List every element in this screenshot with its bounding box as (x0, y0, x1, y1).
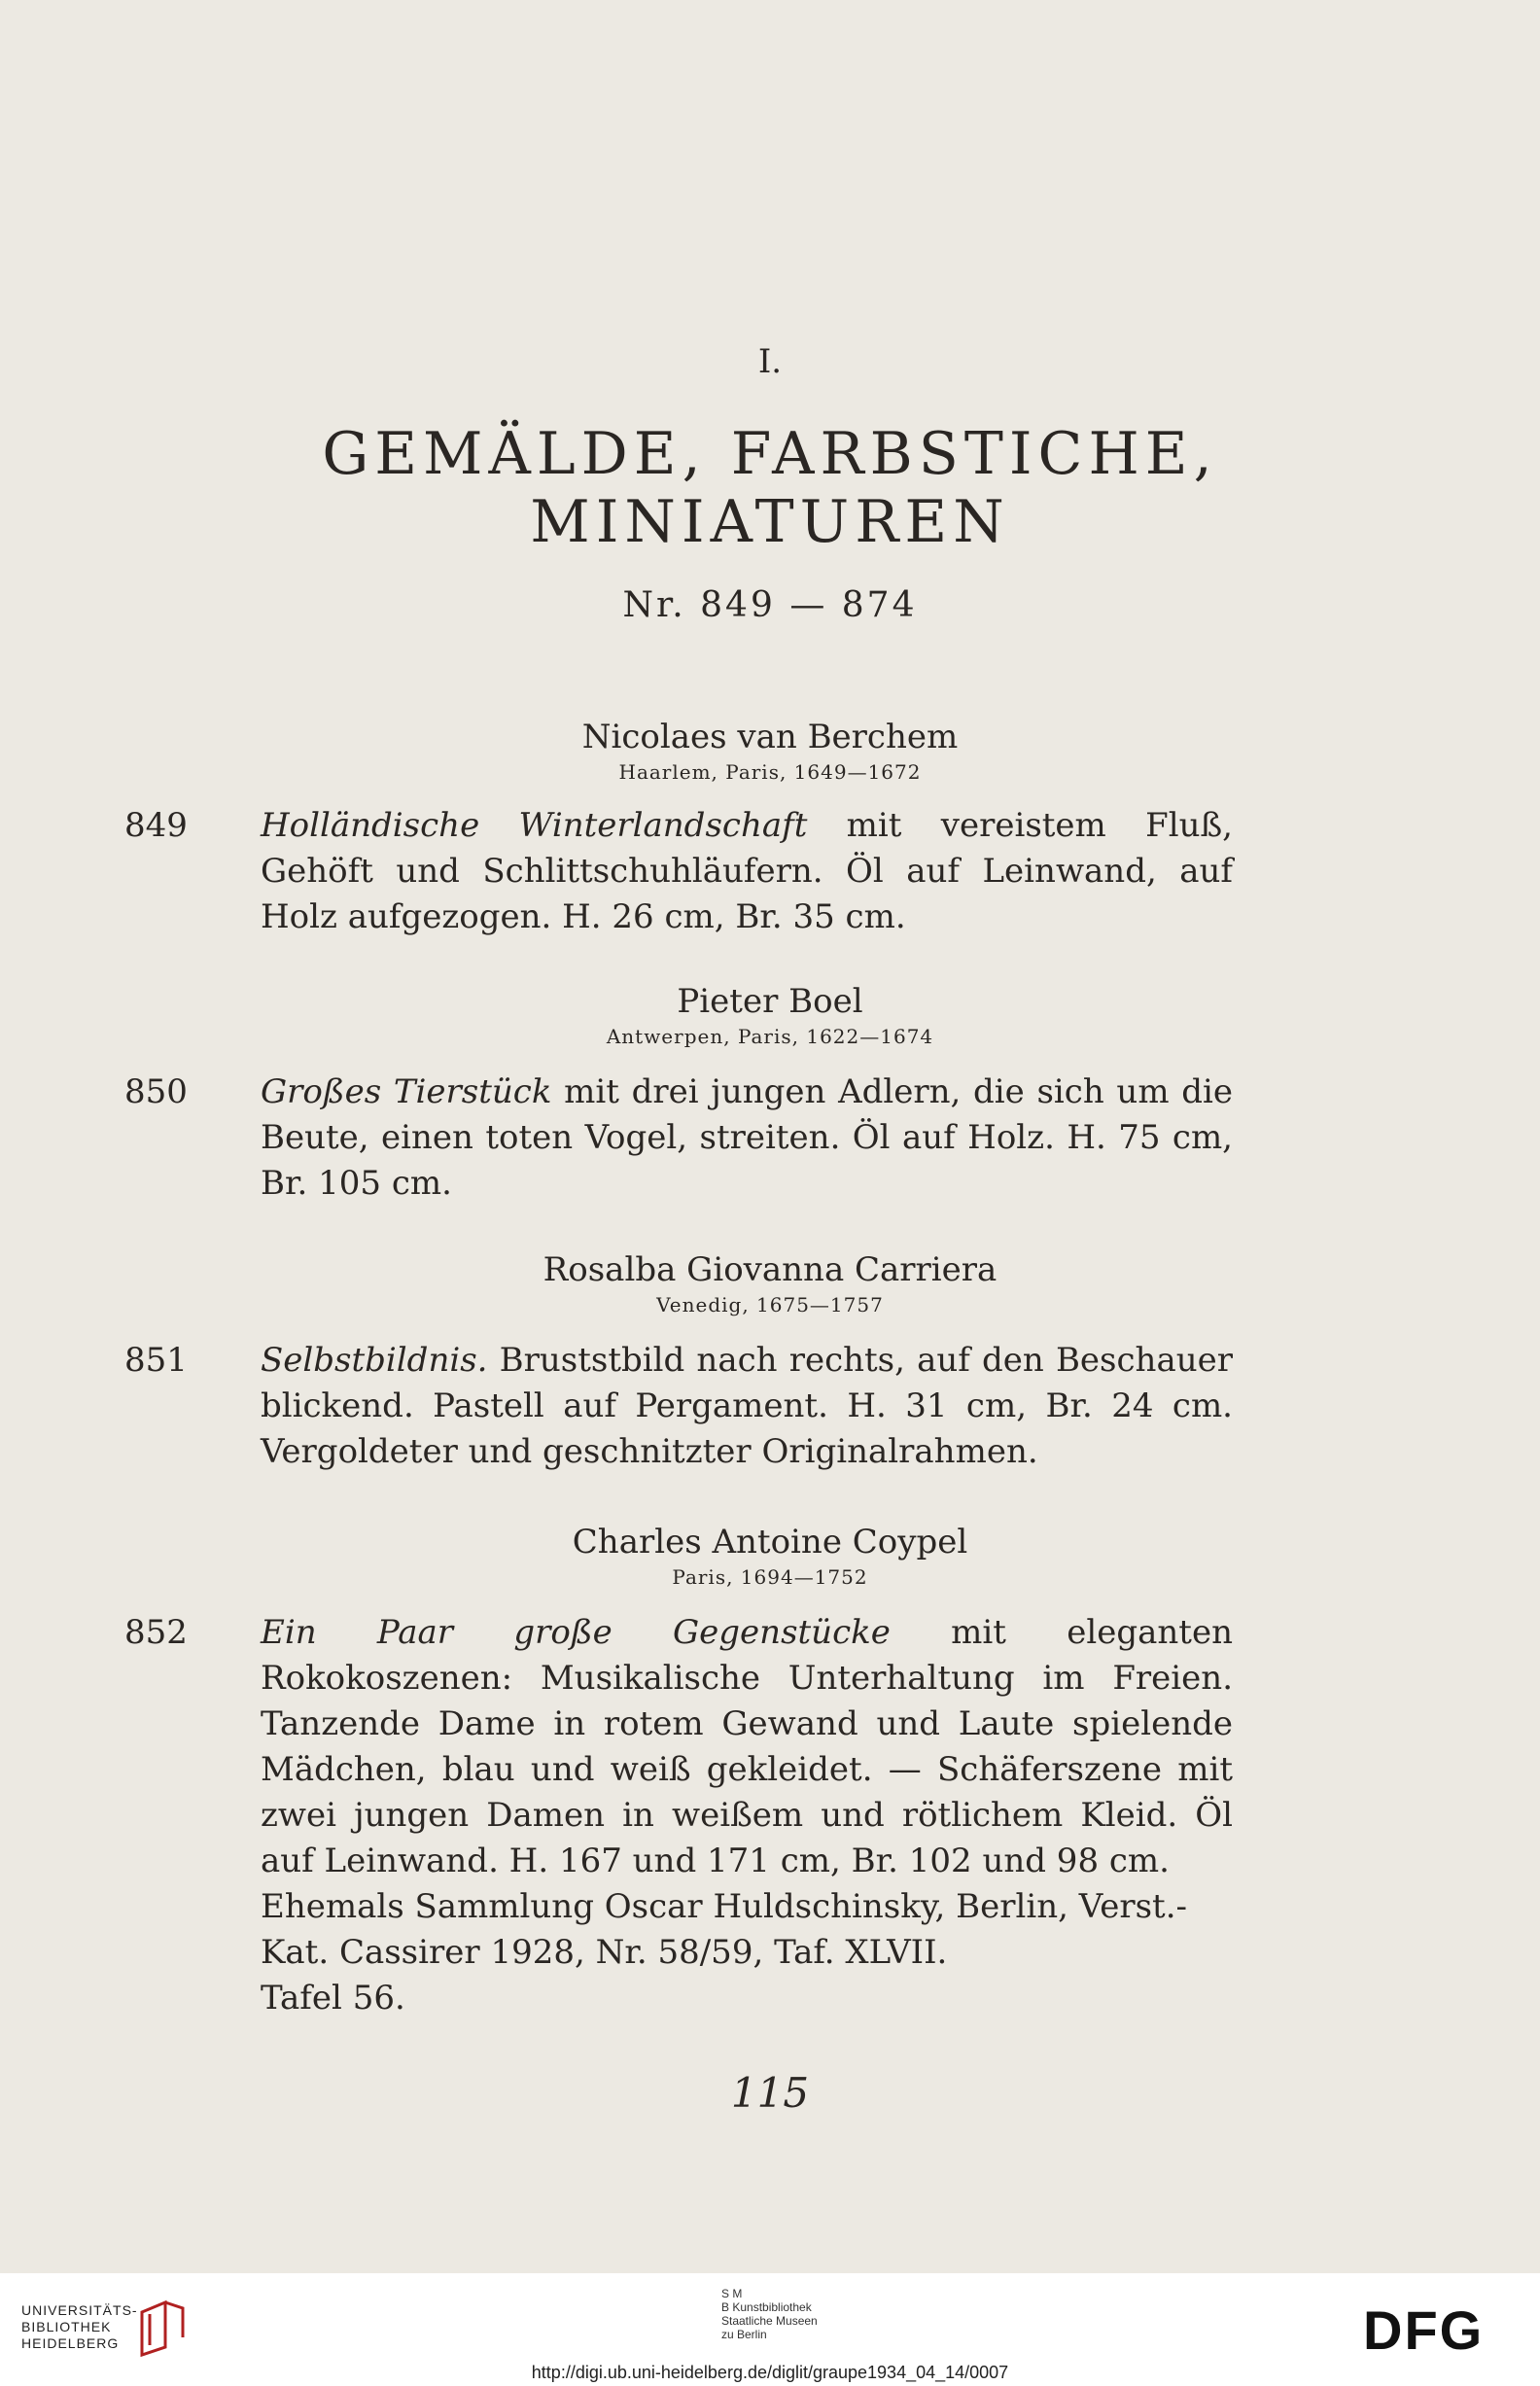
library-name (21, 2302, 138, 2352)
library-logo-icon (136, 2298, 191, 2359)
entry-plate: Tafel 56. (261, 1979, 405, 2018)
library-name-line: UNIVERSITÄTS- (21, 2302, 138, 2318)
sm-line: B Kunstbibliothek (721, 2300, 812, 2314)
permalink-url[interactable]: http://digi.ub.uni-heidelberg.de/diglit/graupe1934_04_14/0007 (531, 2363, 1009, 2382)
entry-number: 849 (124, 806, 188, 845)
entry-description: mit drei jungen Adlern, die sich um die Beute, einen toten Vogel, streiten. Öl auf Holz. H. 75 cm, Br. 105 cm. (261, 1072, 1233, 1203)
library-name-line: BIBLIOTHEK (21, 2319, 112, 2334)
catalog-range: Nr. 849 — 874 (622, 585, 918, 625)
library-name-line: HEIDELBERG (21, 2335, 120, 2351)
sm-line: S M (721, 2287, 743, 2300)
entry-description: mit eleganten Rokokoszenen: Musikalische Unterhaltung im Freien. Tanzende Dame in rotem Gewand und Laute spielende Mädchen, blau und weiß gekleidet. — Schäferszene mit zwei jungen Damen in weißem und rötlichem Kleid. Öl auf Leinwand. H. 167 und 171 cm, Br. 102 und 98 cm. (261, 1613, 1233, 1880)
digitization-footer (0, 2273, 1540, 2386)
artist-life: Venedig, 1675—1757 (656, 1293, 884, 1316)
entry-description: Bruststbild nach rechts, auf den Beschauer blickend. Pastell auf Pergament. H. 31 cm, Br. 24 cm. Vergoldeter und geschnitzter Originalrahmen. (261, 1341, 1233, 1471)
sm-line: Staatliche Museen (721, 2314, 818, 2328)
entry-title: Ein Paar große Gegenstücke (261, 1613, 891, 1652)
section-title-line-1: GEMÄLDE, FARBSTICHE, (322, 420, 1218, 488)
section-title-line-2: MINIATUREN (530, 488, 1010, 556)
section-number: I. (757, 342, 783, 381)
catalog-entry (124, 1610, 1233, 2021)
catalog-entry (124, 1070, 1233, 1207)
entry-title: Selbstbildnis. (261, 1341, 488, 1380)
entry-title: Holländische Winterlandschaft (261, 806, 808, 845)
artist-name: Charles Antoine Coypel (572, 1523, 968, 1561)
dfg-logo: DFG (1363, 2299, 1485, 2361)
entry-number: 852 (124, 1613, 188, 1652)
artist-life: Haarlem, Paris, 1649—1672 (618, 760, 922, 784)
sm-line: zu Berlin (721, 2328, 767, 2341)
artist-life: Antwerpen, Paris, 1622—1674 (606, 1025, 934, 1048)
catalog-entry (124, 1338, 1233, 1475)
entry-provenance: Ehemals Sammlung Oscar Huldschinsky, Berlin, Verst.-Kat. Cassirer 1928, Nr. 58/59, Taf. XLVII. (261, 1887, 1187, 1972)
artist-life: Paris, 1694—1752 (672, 1565, 868, 1589)
kunstbibliothek-mark (721, 2287, 818, 2341)
entry-number: 850 (124, 1072, 188, 1111)
artist-name: Nicolaes van Berchem (581, 718, 959, 756)
artist-name: Pieter Boel (677, 982, 863, 1021)
entry-description: mit vereistem Fluß, Gehöft und Schlittschuhläufern. Öl auf Leinwand, auf Holz aufgezogen. H. 26 cm, Br. 35 cm. (261, 806, 1233, 936)
entry-title: Großes Tierstück (261, 1072, 552, 1111)
artist-name: Rosalba Giovanna Carriera (542, 1250, 998, 1289)
page-number: 115 (730, 2069, 810, 2117)
entry-number: 851 (124, 1341, 188, 1380)
catalog-entry (124, 803, 1233, 940)
